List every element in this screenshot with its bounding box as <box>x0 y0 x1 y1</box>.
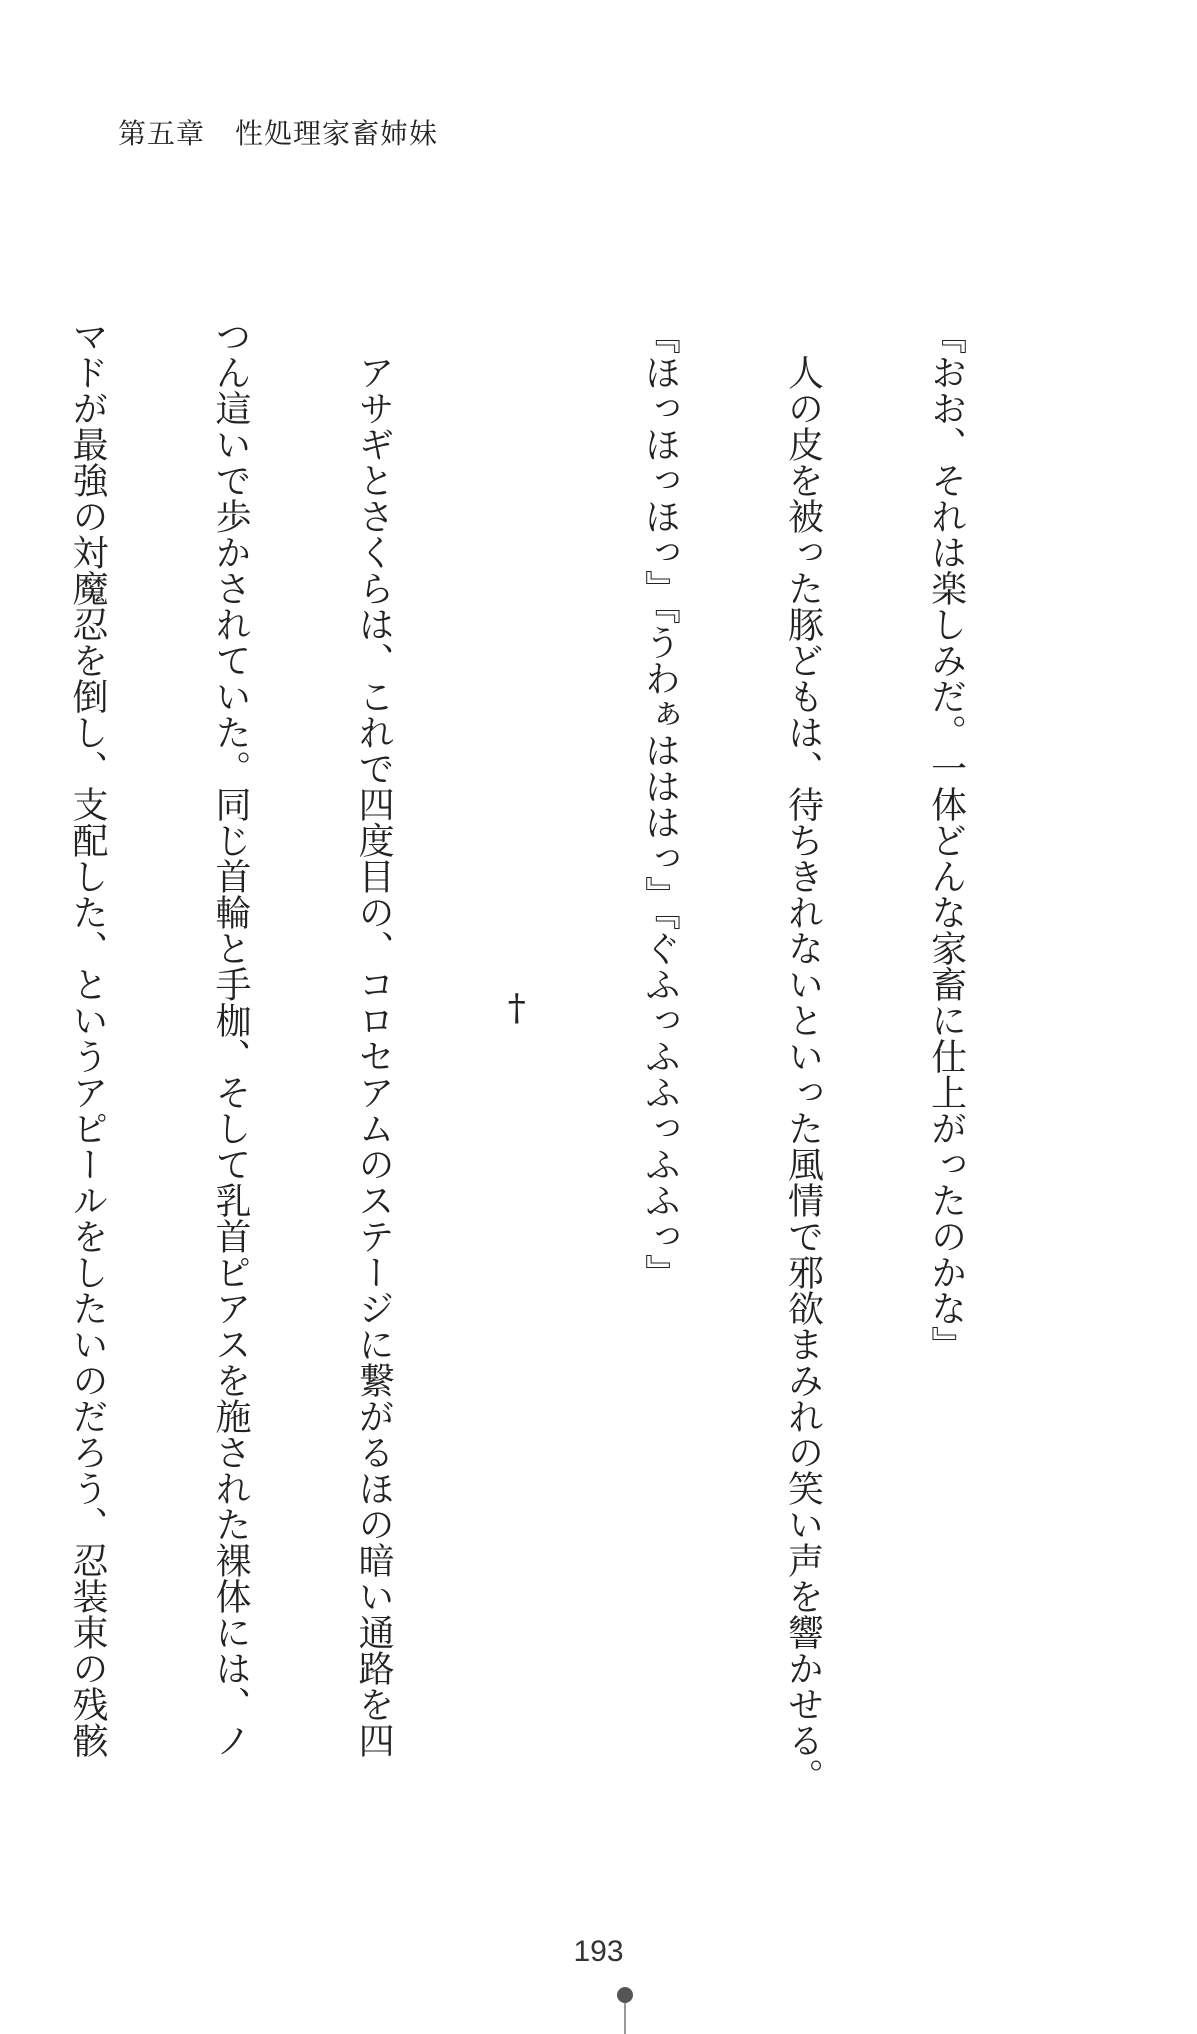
text-line: つん這いで歩かされていた。同じ首輪と手枷、そして乳首ピアスを施された裸体には、ノ <box>210 318 252 1758</box>
running-head <box>118 112 438 152</box>
folio-ornament <box>615 1985 635 2034</box>
folio-dot <box>617 1987 633 2003</box>
text-line: アサギとさくらは、これで四度目の、コロセアムのステージに繋がるほの暗い通路を四 <box>353 318 395 1758</box>
page-number: 193 <box>573 1935 624 1968</box>
body-text <box>0 318 1065 1794</box>
chapter-title: 性処理家畜姉妹 <box>235 117 439 150</box>
text-line: 『おお、それは楽しみだ。一体どんな家畜に仕上がったのかな』 <box>925 318 967 1362</box>
chapter-number: 第五章 <box>118 117 206 150</box>
text-line: 『ほっほっほっ』『うわぁはははっ』『ぐふっふふっふふっ』 <box>639 318 681 1290</box>
text-line: マドが最強の対魔忍を倒し、支配した、というアピールをしたいのだろう、忍装束の残骸 <box>66 318 108 1758</box>
scene-break-dagger: † <box>496 987 538 1029</box>
text-line: 人の皮を被った豚どもは、待ちきれないといった風情で邪欲まみれの笑い声を響かせる。 <box>782 318 824 1794</box>
